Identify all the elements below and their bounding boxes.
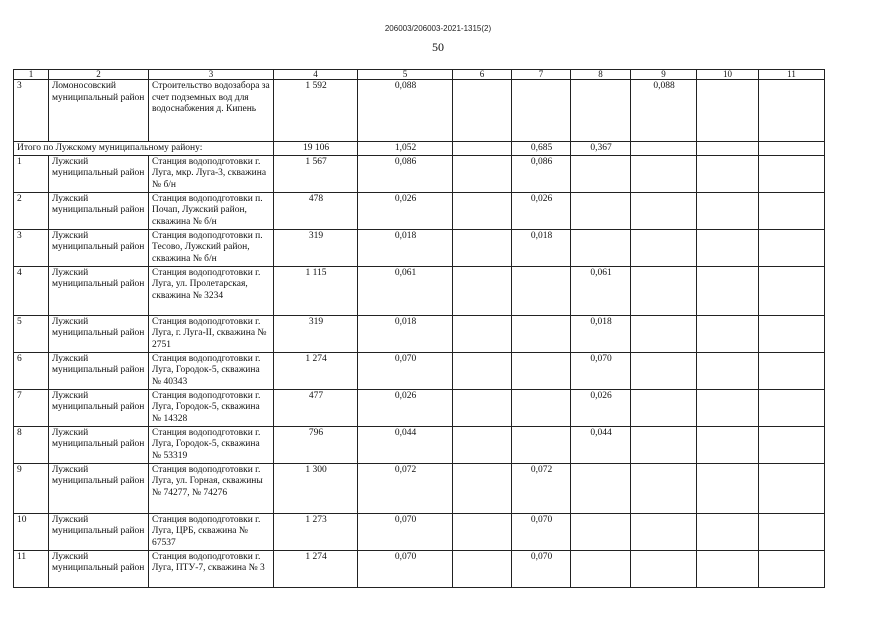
value-cell: 0,018 [358, 229, 453, 266]
value-cell: 1,052 [358, 142, 453, 156]
value-cell: 0,367 [571, 142, 631, 156]
value-cell [512, 426, 571, 463]
district-cell: Лужский муниципальный район [49, 389, 149, 426]
value-cell [453, 155, 512, 192]
value-cell: 0,044 [571, 426, 631, 463]
column-number: 4 [274, 70, 358, 80]
table-row [14, 80, 825, 142]
value-cell [759, 266, 825, 315]
document-id: 206003/206003-2021-1315(2) [384, 24, 492, 33]
subtotal-label: Итого по Лужскому муниципальному району: [14, 142, 274, 156]
value-cell [759, 463, 825, 513]
value-cell [759, 426, 825, 463]
object-cell: Станция водоподготовки г. Луга, Городок-5, скважина № 14328 [149, 389, 274, 426]
value-cell: 0,070 [512, 550, 571, 587]
table-row [14, 463, 825, 513]
value-cell [571, 463, 631, 513]
value-cell [453, 352, 512, 389]
district-cell: Лужский муниципальный район [49, 426, 149, 463]
district-cell: Лужский муниципальный район [49, 192, 149, 229]
value-cell [697, 463, 759, 513]
value-cell: 0,086 [512, 155, 571, 192]
value-cell [759, 389, 825, 426]
page-number: 50 [432, 40, 444, 54]
value-cell: 796 [274, 426, 358, 463]
value-cell [453, 463, 512, 513]
value-cell: 477 [274, 389, 358, 426]
value-cell: 0,018 [571, 315, 631, 352]
value-cell [697, 426, 759, 463]
value-cell [631, 426, 697, 463]
value-cell [697, 315, 759, 352]
value-cell: 0,026 [512, 192, 571, 229]
value-cell [453, 389, 512, 426]
value-cell [697, 142, 759, 156]
column-number: 9 [631, 70, 697, 80]
value-cell [697, 389, 759, 426]
value-cell [631, 192, 697, 229]
object-cell: Станция водоподготовки г. Луга, ПТУ-7, скважина № 3 [149, 550, 274, 587]
value-cell [571, 229, 631, 266]
column-number: 11 [759, 70, 825, 80]
object-cell: Станция водоподготовки г. Луга, г. Луга-II, скважина № 2751 [149, 315, 274, 352]
object-cell: Станция водоподготовки п. Почап, Лужский район, скважина № б/н [149, 192, 274, 229]
object-cell: Станция водоподготовки г. Луга, Городок-5, скважина № 40343 [149, 352, 274, 389]
value-cell: 1 274 [274, 352, 358, 389]
object-cell: Станция водоподготовки г. Луга, ул. Пролетарская, скважина № 3234 [149, 266, 274, 315]
value-cell [697, 550, 759, 587]
value-cell [453, 266, 512, 315]
row-number: 5 [14, 315, 49, 352]
column-number: 6 [453, 70, 512, 80]
district-cell: Ломоносовский муниципальный район [49, 80, 149, 142]
value-cell: 0,072 [358, 463, 453, 513]
column-number: 8 [571, 70, 631, 80]
column-number: 1 [14, 70, 49, 80]
value-cell [453, 315, 512, 352]
value-cell [512, 315, 571, 352]
value-cell [631, 155, 697, 192]
value-cell: 0,088 [358, 80, 453, 142]
value-cell [453, 550, 512, 587]
value-cell [759, 513, 825, 550]
district-cell: Лужский муниципальный район [49, 513, 149, 550]
value-cell [631, 513, 697, 550]
value-cell [697, 229, 759, 266]
value-cell [697, 352, 759, 389]
table-row [14, 229, 825, 266]
value-cell: 0,088 [631, 80, 697, 142]
row-number: 6 [14, 352, 49, 389]
value-cell: 1 115 [274, 266, 358, 315]
object-cell: Станция водоподготовки г. Луга, ЦРБ, скважина № 67537 [149, 513, 274, 550]
value-cell [631, 389, 697, 426]
value-cell: 19 106 [274, 142, 358, 156]
value-cell: 0,070 [571, 352, 631, 389]
value-cell [697, 513, 759, 550]
column-number: 7 [512, 70, 571, 80]
row-number: 7 [14, 389, 49, 426]
value-cell [453, 192, 512, 229]
value-cell [512, 266, 571, 315]
value-cell [571, 550, 631, 587]
value-cell [697, 192, 759, 229]
table-row [14, 352, 825, 389]
value-cell [571, 192, 631, 229]
value-cell: 0,018 [358, 315, 453, 352]
value-cell: 0,072 [512, 463, 571, 513]
value-cell: 1 274 [274, 550, 358, 587]
value-cell: 0,086 [358, 155, 453, 192]
value-cell [453, 229, 512, 266]
value-cell [697, 266, 759, 315]
value-cell: 1 567 [274, 155, 358, 192]
value-cell [631, 229, 697, 266]
object-cell: Строительство водозабора за счет подземных вод для водоснабжения д. Кипень [149, 80, 274, 142]
row-number: 9 [14, 463, 49, 513]
value-cell: 319 [274, 315, 358, 352]
value-cell [759, 142, 825, 156]
value-cell [453, 513, 512, 550]
value-cell [631, 352, 697, 389]
value-cell [697, 80, 759, 142]
column-number: 10 [697, 70, 759, 80]
district-cell: Лужский муниципальный район [49, 315, 149, 352]
value-cell [512, 389, 571, 426]
value-cell [631, 315, 697, 352]
value-cell: 0,061 [571, 266, 631, 315]
value-cell: 0,026 [358, 389, 453, 426]
column-number: 3 [149, 70, 274, 80]
value-cell [759, 192, 825, 229]
value-cell [759, 155, 825, 192]
column-number: 5 [358, 70, 453, 80]
row-number: 8 [14, 426, 49, 463]
value-cell [759, 315, 825, 352]
value-cell [631, 142, 697, 156]
value-cell [631, 266, 697, 315]
row-number: 4 [14, 266, 49, 315]
value-cell [453, 142, 512, 156]
row-number: 2 [14, 192, 49, 229]
value-cell [759, 352, 825, 389]
value-cell [512, 80, 571, 142]
row-number: 1 [14, 155, 49, 192]
table-row [14, 266, 825, 315]
value-cell [571, 155, 631, 192]
subtotal-row [14, 142, 825, 156]
district-cell: Лужский муниципальный район [49, 352, 149, 389]
value-cell: 0,026 [358, 192, 453, 229]
object-cell: Станция водоподготовки г. Луга, ул. Горная, скважины № 74277, № 74276 [149, 463, 274, 513]
value-cell: 1 592 [274, 80, 358, 142]
column-number-row [14, 70, 825, 80]
column-number: 2 [49, 70, 149, 80]
value-cell: 0,018 [512, 229, 571, 266]
district-cell: Лужский муниципальный район [49, 155, 149, 192]
district-cell: Лужский муниципальный район [49, 550, 149, 587]
table-row [14, 155, 825, 192]
value-cell [631, 463, 697, 513]
value-cell: 0,070 [512, 513, 571, 550]
value-cell: 478 [274, 192, 358, 229]
object-cell: Станция водоподготовки г. Луга, мкр. Луга-3, скважина № б/н [149, 155, 274, 192]
table-row [14, 550, 825, 587]
value-cell [631, 550, 697, 587]
value-cell [512, 352, 571, 389]
value-cell: 1 273 [274, 513, 358, 550]
value-cell: 1 300 [274, 463, 358, 513]
value-cell [697, 155, 759, 192]
district-cell: Лужский муниципальный район [49, 229, 149, 266]
object-cell: Станция водоподготовки г. Луга, Городок-5, скважина № 53319 [149, 426, 274, 463]
row-number: 11 [14, 550, 49, 587]
table-row [14, 315, 825, 352]
value-cell [571, 513, 631, 550]
value-cell: 0,070 [358, 550, 453, 587]
table-row [14, 192, 825, 229]
value-cell [759, 229, 825, 266]
table-row [14, 513, 825, 550]
row-number: 3 [14, 229, 49, 266]
district-cell: Лужский муниципальный район [49, 266, 149, 315]
value-cell [759, 550, 825, 587]
value-cell: 0,685 [512, 142, 571, 156]
table-row [14, 389, 825, 426]
value-cell: 0,070 [358, 513, 453, 550]
value-cell [759, 80, 825, 142]
value-cell [571, 80, 631, 142]
object-cell: Станция водоподготовки п. Тесово, Лужский район, скважина № б/н [149, 229, 274, 266]
value-cell [453, 80, 512, 142]
value-cell: 0,044 [358, 426, 453, 463]
data-table [13, 69, 825, 588]
row-number: 3 [14, 80, 49, 142]
value-cell: 0,061 [358, 266, 453, 315]
row-number: 10 [14, 513, 49, 550]
value-cell: 0,026 [571, 389, 631, 426]
value-cell: 319 [274, 229, 358, 266]
value-cell [453, 426, 512, 463]
district-cell: Лужский муниципальный район [49, 463, 149, 513]
table-row [14, 426, 825, 463]
value-cell: 0,070 [358, 352, 453, 389]
